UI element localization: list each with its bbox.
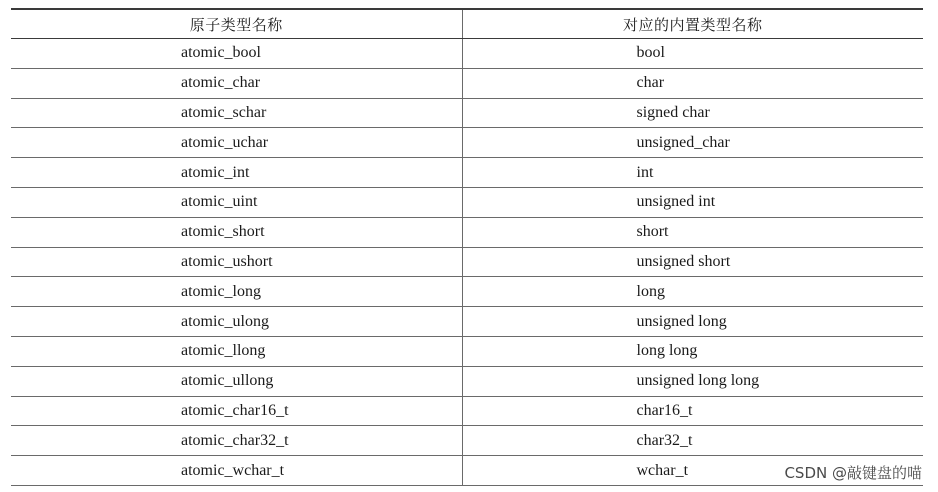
table-row bbox=[11, 39, 923, 69]
atomic-type-cell: atomic_ullong bbox=[11, 366, 462, 396]
table-body bbox=[11, 39, 923, 486]
table-row bbox=[11, 366, 923, 396]
atomic-type-cell: atomic_uchar bbox=[11, 128, 462, 158]
csdn-watermark: CSDN @敲键盘的喵 bbox=[784, 464, 922, 482]
builtin-type-cell: unsigned int bbox=[462, 187, 923, 217]
builtin-type-cell: unsigned long long bbox=[462, 366, 923, 396]
atomic-types-table-container bbox=[11, 8, 923, 486]
table-row bbox=[11, 187, 923, 217]
atomic-type-cell: atomic_long bbox=[11, 277, 462, 307]
builtin-type-cell: unsigned_char bbox=[462, 128, 923, 158]
builtin-type-cell: char16_t bbox=[462, 396, 923, 426]
table-row bbox=[11, 68, 923, 98]
header-builtin-type-name: 对应的内置类型名称 bbox=[462, 10, 923, 39]
atomic-type-cell: atomic_ulong bbox=[11, 307, 462, 337]
builtin-type-cell: signed char bbox=[462, 98, 923, 128]
builtin-type-cell: wchar_t bbox=[462, 456, 923, 486]
table-row bbox=[11, 307, 923, 337]
builtin-type-cell: bool bbox=[462, 39, 923, 69]
atomic-type-cell: atomic_char32_t bbox=[11, 426, 462, 456]
builtin-type-cell: char bbox=[462, 68, 923, 98]
builtin-type-cell: long bbox=[462, 277, 923, 307]
builtin-type-cell: long long bbox=[462, 336, 923, 366]
atomic-type-cell: atomic_short bbox=[11, 217, 462, 247]
builtin-type-cell: char32_t bbox=[462, 426, 923, 456]
builtin-type-cell: short bbox=[462, 217, 923, 247]
table-row bbox=[11, 158, 923, 188]
atomic-type-cell: atomic_char16_t bbox=[11, 396, 462, 426]
atomic-types-table bbox=[11, 10, 923, 486]
atomic-type-cell: atomic_bool bbox=[11, 39, 462, 69]
atomic-type-cell: atomic_uint bbox=[11, 187, 462, 217]
atomic-type-cell: atomic_llong bbox=[11, 336, 462, 366]
table-row bbox=[11, 98, 923, 128]
atomic-type-cell: atomic_wchar_t bbox=[11, 456, 462, 486]
atomic-type-cell: atomic_ushort bbox=[11, 247, 462, 277]
table-row bbox=[11, 426, 923, 456]
builtin-type-cell: unsigned long bbox=[462, 307, 923, 337]
table-row bbox=[11, 396, 923, 426]
table-row bbox=[11, 128, 923, 158]
builtin-type-cell: unsigned short bbox=[462, 247, 923, 277]
atomic-type-cell: atomic_char bbox=[11, 68, 462, 98]
atomic-type-cell: atomic_schar bbox=[11, 98, 462, 128]
table-row bbox=[11, 277, 923, 307]
table-row bbox=[11, 217, 923, 247]
table-header-row bbox=[11, 10, 923, 39]
table-row bbox=[11, 247, 923, 277]
builtin-type-cell: int bbox=[462, 158, 923, 188]
table-row bbox=[11, 336, 923, 366]
atomic-type-cell: atomic_int bbox=[11, 158, 462, 188]
header-atomic-type-name: 原子类型名称 bbox=[11, 10, 462, 39]
